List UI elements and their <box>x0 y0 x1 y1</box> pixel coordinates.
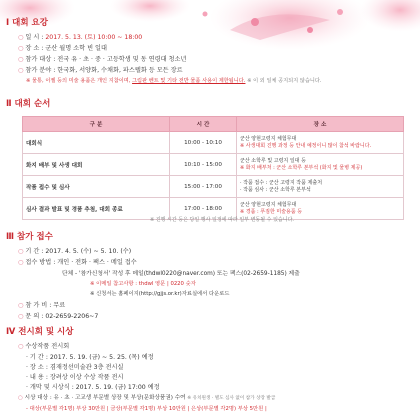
place-value: 군산 월명 소학 빈 일대 <box>45 45 107 52</box>
schedule-header-row <box>23 117 404 132</box>
place-text: 군산 양현고령지 체험무대 <box>240 135 297 142</box>
schedule-table <box>22 116 404 220</box>
reg-email-note: ※ 이메일 참고사항 : thdwl 영문 | 0220 숫자 <box>90 281 196 287</box>
field-value: 한국화, 서양화, 수채화, 파스텔화 등 모든 장르 <box>57 67 183 74</box>
place-text: 군산 소학루 및 고령지 일대 등 <box>240 157 306 164</box>
row-time: 17:00 - 18:00 <box>170 198 237 220</box>
section-title-exhibition: Ⅳ 전시회 및 시상 <box>6 327 74 337</box>
reg-method: ○ 접수 방법 : 개인 · 전화 · 팩스 · 메일 접수 <box>18 259 137 266</box>
fee-label: 참 가 비 <box>25 302 48 309</box>
exh-period: · 기 간 : 2017. 5. 19. (금) ~ 5. 25. (목) 예정 <box>26 354 154 361</box>
overview-place: ○ 장 소 : 군산 월명 소학 빈 일대 <box>18 45 107 52</box>
contact-label: 문 의 <box>25 313 40 320</box>
row-name: 심사 결과 발표 및 경품 추첨, 대회 종료 <box>23 198 170 220</box>
place-note: ※ 경품 : 푸짐한 미술용품 등 <box>240 208 303 215</box>
award-label: 시상 대상 : 유 · 초 · 고교생 부문별 상장 및 부상(문화상품권) 수여 <box>24 395 186 401</box>
method-label: 접수 방법 <box>25 259 52 266</box>
table-row <box>23 132 404 154</box>
header-time: 시 간 <box>170 117 237 132</box>
row-place <box>237 132 404 154</box>
overview-note <box>26 77 322 84</box>
section-title-registration: Ⅲ 참가 접수 <box>6 232 53 242</box>
reg-fee: ○ 참 가 비 : 무료 <box>18 302 66 309</box>
overview-date: ○ 일 시 : 2017. 5. 13. (토) 10:00 ~ 18:00 <box>18 34 143 41</box>
overview-field: ○ 참가 분야 : 한국화, 서양화, 수채화, 파스텔화 등 모든 장르 <box>18 67 183 74</box>
method-value: : 개인 · 전화 · 팩스 · 메일 접수 <box>53 259 137 266</box>
note-3: ※ 이 외 일체 공지되지 않습니다. <box>247 78 322 84</box>
row-place <box>237 176 404 198</box>
note-2: 그림판 벤트 및 기타 전반 물품 사용이 제한됩니다. <box>132 78 246 84</box>
period-value: : 2017. 4. 5. (수) ~ 5. 10. (수) <box>41 248 132 255</box>
row-time: 10:00 - 10:10 <box>170 132 237 154</box>
schedule-footnote: ※ 진행 시간 등은 당일 행사 일정에 따라 일부 변동될 수 있습니다. <box>150 217 295 223</box>
row-name: 작품 접수 및 심사 <box>23 176 170 198</box>
row-time: 10:10 - 15:00 <box>170 154 237 176</box>
date-label: 일 시 <box>25 34 40 41</box>
fee-value: : 무료 <box>49 302 66 309</box>
overview-target: ○ 참가 대상 : 전국 유 · 초 · 중 · 고등학생 및 동 연령대 청소년 <box>18 56 187 63</box>
header-place: 장 소 <box>237 117 404 132</box>
award-note: ※ 유치원생 · 별도 심사 없이 참가 상장 발급 <box>187 396 276 401</box>
place-text: · 작품 접수 : 군산 고령지 작품 제출처 <box>240 179 323 186</box>
exh-item: ○ 수상작품 전시회 <box>18 343 70 350</box>
reg-period: ○ 기 간 : 2017. 4. 5. (수) ~ 5. 10. (수) <box>18 248 132 255</box>
place-note: ※ 화지 배부처 : 군산 소학루 본부석 (화지 및 물병 제공) <box>240 164 363 171</box>
reg-group: 단체 - '참가신청서' 작성 후 메일(thdwl0220@naver.com) 또는 팩스(02-2659-1185) 제출 <box>62 271 300 277</box>
header-category: 구 분 <box>23 117 170 132</box>
table-row <box>23 154 404 176</box>
exh-opening: · 개막 및 시상식 : 2017. 5. 19. (금) 17:00 예정 <box>26 384 160 391</box>
note-1: ※ 물통, 이젤 등의 미술 용품은 개인 지참이며, <box>26 78 131 84</box>
place-label: 장 소 <box>25 45 40 52</box>
section-title-overview: Ⅰ 대회 요강 <box>6 18 48 28</box>
row-place <box>237 154 404 176</box>
reg-contact: ○ 문 의 : 02-2659-2206~7 <box>18 313 99 320</box>
exh-content: · 내 용 : 장려상 이상 수상 작품 전시 <box>26 374 124 381</box>
section-title-schedule: Ⅱ 대회 순서 <box>6 99 51 109</box>
exh-place: · 장 소 : 겸재정선미술관 3층 전시실 <box>26 364 124 371</box>
place-note: · 작품 심사 : 군산 소학루 본부석 <box>240 186 311 193</box>
row-name: 화지 배부 및 사생 대회 <box>23 154 170 176</box>
row-time: 15:00 - 17:00 <box>170 176 237 198</box>
target-value: 전국 유 · 초 · 중 · 고등학생 및 동 연령대 청소년 <box>57 56 187 63</box>
row-name: 대회식 <box>23 132 170 154</box>
contact-value: : 02-2659-2206~7 <box>41 313 99 320</box>
exh-item-label: 수상작품 전시회 <box>25 343 70 350</box>
table-row <box>23 176 404 198</box>
period-label: 기 간 <box>25 248 40 255</box>
field-label: 참가 분야 <box>25 67 52 74</box>
place-note: ※ 사생대회 진행 과정 등 안내 예정이니 많이 참석 바랍니다. <box>240 142 372 149</box>
date-value: 2017. 5. 13. (토) 10:00 ~ 18:00 <box>45 34 143 41</box>
target-label: 참가 대상 <box>25 56 52 63</box>
exh-prizes: - 대상(부문별 각1명) 부상 30만원 | 금상(부문별 각1명) 부상 10만원 | 은상(부문별 각2명) 부상 5만원 | <box>26 406 267 412</box>
exh-award: ○ 시상 대상 : 유 · 초 · 고교생 부문별 상장 및 부상(문화상품권) 수여 ※ 유치원생 · 별도 심사 없이 참가 상장 발급 <box>18 395 276 401</box>
reg-form-note: ※ 신청서는 홈페이지(http://gjjs.or.kr)자료실에서 다운로드 <box>90 291 230 297</box>
place-text: 군산 양현고령지 체험무대 <box>240 201 297 208</box>
